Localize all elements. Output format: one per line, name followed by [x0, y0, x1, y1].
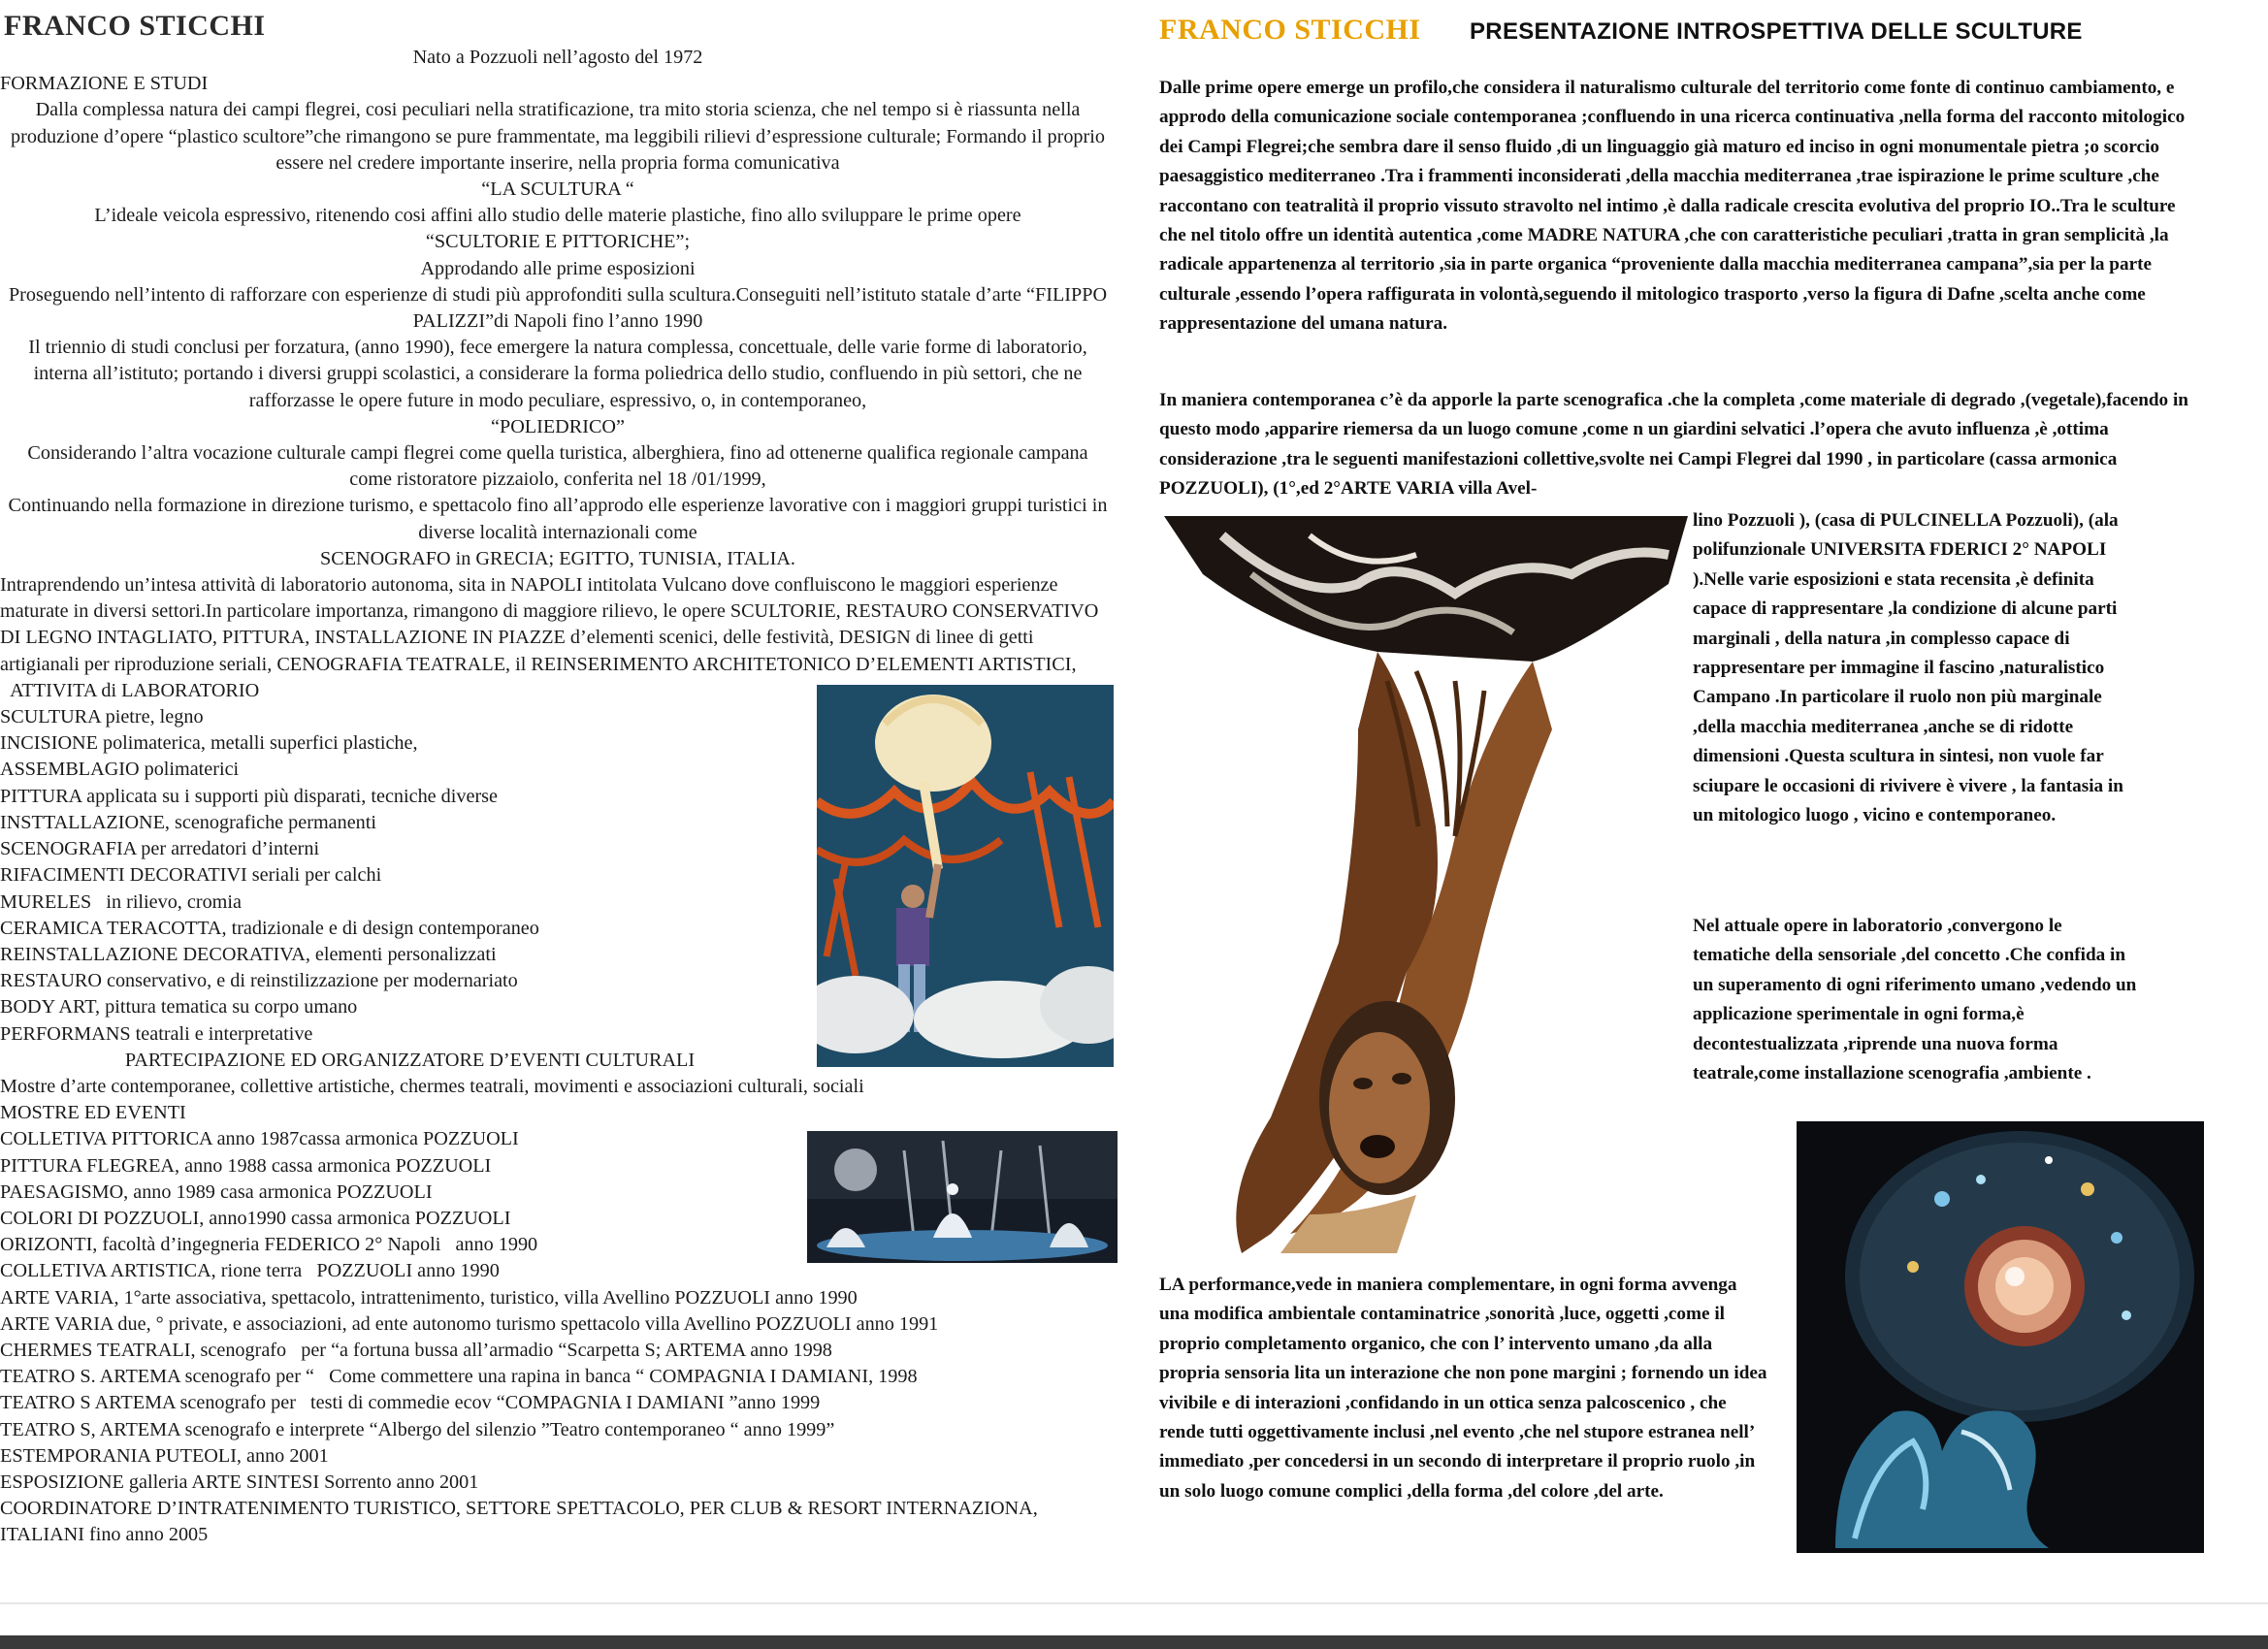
artist-photo-illustration	[817, 685, 1114, 1067]
left-text-line: TEATRO S, ARTEMA scenografo e interprete “Albergo del silenzio ”Teatro contemporaneo “ anno 1999”	[0, 1418, 835, 1440]
left-text-line: SCULTURA pietre, legno	[0, 706, 204, 728]
left-text-line: ATTIVITA di LABORATORIO	[0, 679, 260, 701]
left-text-line: Mostre d’arte contemporanee, collettive artistiche, chermes teatrali, movimenti e associazioni culturali, sociali	[0, 1075, 864, 1097]
left-text-line: ASSEMBLAGIO polimaterici	[0, 759, 240, 781]
left-text-line: Considerando l’altra vocazione culturale campi flegrei come quella turistica, alberghiera, fino ad ottenerne qualifica regionale campana come ristoratore pizzaiolo, conferita nel 18 /01/1999,	[27, 442, 1088, 491]
left-text-line: MURELES in rilievo, cromia	[0, 890, 242, 913]
left-text-line: PITTURA FLEGREA, anno 1988 cassa armonica POZZUOLI	[0, 1154, 492, 1177]
right-title-name: FRANCO STICCHI	[1159, 14, 1421, 46]
left-text-line: INSTTALLAZIONE, scenografiche permanenti	[0, 811, 376, 833]
left-text-line: PERFORMANS teatrali e interpretative	[0, 1022, 313, 1045]
left-text-line: REINSTALLAZIONE DECORATIVA, elementi personalizzati	[0, 943, 497, 965]
left-text-line: Il triennio di studi conclusi per forzatura, (anno 1990), fece emergere la natura complessa, concettuale, delle varie forme di laboratorio, interna all’istituto; portando i diversi gruppi scolastici, a considerare la forma poliedrica dello studio, confluendo in più settori, che ne rafforzasse le opere future in modo peculiare, espressivo, o, in contemporaneo,	[28, 337, 1087, 411]
left-text-line: TEATRO S. ARTEMA scenografo per “ Come commettere una rapina in banca “ COMPAGNIA I DAMIANI, 1998	[0, 1366, 918, 1388]
paragraph-scenografica: In maniera contemporanea c’è da apporle la parte scenografica .che la completa ,come materiale di degrado ,(vegetale),facendo in questo modo ,apparire riemersa da un luogo comune ,come n un giardini selvatici .l’opera che avuto influenza ,è ,ottima considerazione ,tra le seguenti manifestazioni collettive,svolte nei Campi Flegrei dal 1990 , in particolare (cassa armonica POZZUOLI), (1°,ed 2°ARTE VARIA villa Avel-	[1159, 390, 2188, 500]
left-text-line: RIFACIMENTI DECORATIVI seriali per calchi	[0, 864, 382, 887]
left-page	[0, 0, 1125, 1591]
left-text-line: ESTEMPORANIA PUTEOLI, anno 2001	[0, 1444, 329, 1467]
left-text-line: ARTE VARIA, 1°arte associativa, spettacolo, intrattenimento, turistico, villa Avellino POZZUOLI anno 1990	[0, 1286, 858, 1309]
sphere-sculpture-illustration	[1797, 1121, 2204, 1575]
artist-photo-stage	[817, 685, 1114, 1067]
madre-natura-illustration	[1164, 516, 1688, 1253]
left-text-line: Dalla complessa natura dei campi flegrei, cosi peculiari nella stratificazione, tra mito storia scienza, che nel tempo si è riassunta nella produzione d’opere “plastico scultore”che rimangono se pure frammentate, ma leggibili rilievi d’espressione culturale; Formando il proprio essere nel credere importante inserire, nella propria forma comunicativa	[11, 99, 1105, 174]
sculpture-photo-madre-natura	[1164, 516, 1688, 1253]
right-title-heading: PRESENTAZIONE INTROSPETTIVA DELLE SCULTURE	[1470, 18, 2083, 45]
left-text-line: INCISIONE polimaterica, metalli superfici plastiche,	[0, 732, 418, 755]
left-text-line: BODY ART, pittura tematica su corpo umano	[0, 996, 358, 1018]
left-text-line: PITTURA applicata su i supporti più disparati, tecniche diverse	[0, 785, 498, 807]
left-text-line: COORDINATORE D’INTRATENIMENTO TURISTICO, SETTORE SPETTACOLO, PER CLUB & RESORT INTERNAZIONA, ITALIANI fino anno 2005	[0, 1498, 1038, 1546]
left-text-line: MOSTRE ED EVENTI	[0, 1102, 186, 1124]
left-text-line: CERAMICA TERACOTTA, tradizionale e di design contemporaneo	[0, 917, 539, 939]
left-text-line: “POLIEDRICO”	[491, 415, 625, 437]
paragraph-esposizioni: lino Pozzuoli ), (casa di PULCINELLA Pozzuoli), (ala polifunzionale UNIVERSITA FDERICI 2° NAPOLI ).Nelle varie esposizioni e stata recensita ,è definita capace di rappresentare ,la condizione di alcune parti marginali , della natura ,in complesso capace di rappresentare per immagine il fascino ,naturalistico Campano .In particolare il ruolo non più marginale ,della macchia mediterranea ,anche se di ridotte dimensioni .Questa scultura in sintesi, non vuole far sciupare le occasioni di rivivere è vivere , la fantasia in un mitologico luogo , vicino e contemporaneo.	[1693, 510, 2123, 826]
left-text-line: SCENOGRAFO in GRECIA; EGITTO, TUNISIA, ITALIA.	[320, 547, 795, 569]
paragraph-intro: Dalle prime opere emerge un profilo,che considera il naturalismo culturale del territorio come fonte di continuo cambiamento, e approdo della comunicazione sociale contemporanea ;confluendo in una ricerca continuativa ,nella forma del racconto mitologico dei Campi Flegrei;che sembra dare il senso fluido ,di un linguaggio già maturo ed inciso in ogni monumentale pietra ;o scorcio paesaggistico mediterraneo .Tra i frammenti inconsiderati ,della macchia mediterranea ,trae ispirazione le prime sculture ,che raccontano con teatralità il proprio vissuto stravolto nel intimo ,è dalla radicale crescita evolutiva del proprio IO..Tra le sculture che nel titolo offre un identità autentica ,come MADRE NATURA ,che con caratteristiche peculiari ,tratta in gran semplicità ,la radicale appartenenza al territorio ,sia in parte organica “proveniente dalla macchia mediterranea campana”,sia per la parte culturale ,essendo l’opera raffigurata in volontà,seguendo il mitologico trasporto ,verso la figura di Dafne ,scelta anche come rappresentazione del umana natura.	[1159, 78, 2186, 335]
left-text-line: TEATRO S ARTEMA scenografo per testi di commedie ecov “COMPAGNIA I DAMIANI ”anno 1999	[0, 1392, 821, 1414]
paragraph-performance: LA performance,vede in maniera complementare, in ogni forma avvenga una modifica ambientale contaminatrice ,sonorità ,luce, oggetti ,come il proprio completamento organico, che con l’ intervento umano ,da alla propria sensoria lita un interazione che non pone margini ; fornendo un idea vivibile e di interazioni ,confidando in un ottica senza palcoscenico , che rende tutti oggettivamente inclusi ,nel evento ,che nel stupore estranea nell’ immediato ,per concedersi in un secondo di interpretare il proprio ruolo ,in un solo luogo comune complici ,della forma ,del colore ,del arte.	[1159, 1275, 1767, 1502]
left-text-line: Nato a Pozzuoli nell’agosto del 1972	[412, 47, 703, 68]
left-text-line: “SCULTORIE E PITTORICHE”;	[425, 231, 691, 253]
left-text-line: ORIZONTI, facoltà d’ingegneria FEDERICO 2° Napoli anno 1990	[0, 1234, 538, 1256]
left-text-line: SCENOGRAFIA per arredatori d’interni	[0, 838, 320, 860]
left-text-line: COLORI DI POZZUOLI, anno1990 cassa armonica POZZUOLI	[0, 1207, 511, 1229]
left-text-line: Continuando nella formazione in direzione turismo, e spettacolo fino all’approdo elle esperienze lavorative con i maggiori gruppi turistici in diverse località internazionali come	[8, 495, 1108, 543]
installation-illustration	[807, 1131, 1118, 1263]
sculpture-photo-sphere	[1797, 1121, 2204, 1575]
left-text-line: L’ideale veicola espressivo, ritenendo cosi affini allo studio delle materie plastiche, fino allo sviluppare le prime opere	[94, 205, 1021, 227]
left-text-line: Intraprendendo un’intesa attività di laboratorio autonoma, sita in NAPOLI intitolata Vulcano dove confluiscono le maggiori esperienze maturate in diversi settori.In particolare importanza, rimangono di maggiore rilievo, le opere SCULTORIE, RESTAURO CONSERVATIVO DI LEGNO INTAGLIATO, PITTURA, INSTALLAZIONE IN PIAZZE d’elementi scenici, delle festività, DESIGN di linee di getti artigianali per riproduzione seriali, CENOGRAFIA TEATRALE, il REINSERIMENTO ARCHITETONICO D’ELEMENTI ARTISTICI,	[0, 574, 1099, 675]
installation-photo	[807, 1131, 1118, 1263]
left-title: FRANCO STICCHI	[4, 10, 266, 42]
left-text-line: RESTAURO conservativo, e di reinstilizzazione per modernariato	[0, 970, 518, 992]
left-text-line: FORMAZIONE E STUDI	[0, 73, 209, 95]
left-text-line: COLLETIVA PITTORICA anno 1987cassa armonica POZZUOLI	[0, 1128, 519, 1150]
left-text-line: ARTE VARIA due, ° private, e associazioni, ad ente autonomo turismo spettacolo villa Avellino POZZUOLI anno 1991	[0, 1312, 939, 1335]
left-text-line: COLLETIVA ARTISTICA, rione terra POZZUOLI anno 1990	[0, 1260, 500, 1282]
page-bottom-rule	[0, 1602, 2268, 1604]
paragraph-laboratorio: Nel attuale opere in laboratorio ,convergono le tematiche della sensoriale ,del concetto .Che confida in un superamento di ogni riferimento umano ,vedendo un applicazione sperimentale in ogni forma,è decontestualizzata ,riprende una nuova forma teatrale,come installazione scenografia ,ambiente .	[1693, 916, 2137, 1084]
left-text-line: PARTECIPAZIONE ED ORGANIZZATORE D’EVENTI CULTURALI	[124, 1049, 696, 1071]
scan-edge-strip	[0, 1635, 2268, 1649]
left-text-line: “LA SCULTURA “	[481, 178, 634, 201]
left-text-line: Proseguendo nell’intento di rafforzare con esperienze di studi più approfonditi sulla scultura.Conseguiti nell’istituto statale d’arte “FILIPPO PALIZZI”di Napoli fino l’anno 1990	[8, 283, 1108, 333]
left-text-line: CHERMES TEATRALI, scenografo per “a fortuna bussa all’armadio “Scarpetta S; ARTEMA anno 1998	[0, 1339, 832, 1361]
left-text-line: Approdando alle prime esposizioni	[420, 257, 696, 279]
left-text-line: PAESAGISMO, anno 1989 casa armonica POZZUOLI	[0, 1180, 433, 1203]
left-text-line: ESPOSIZIONE galleria ARTE SINTESI Sorrento anno 2001	[0, 1471, 479, 1493]
